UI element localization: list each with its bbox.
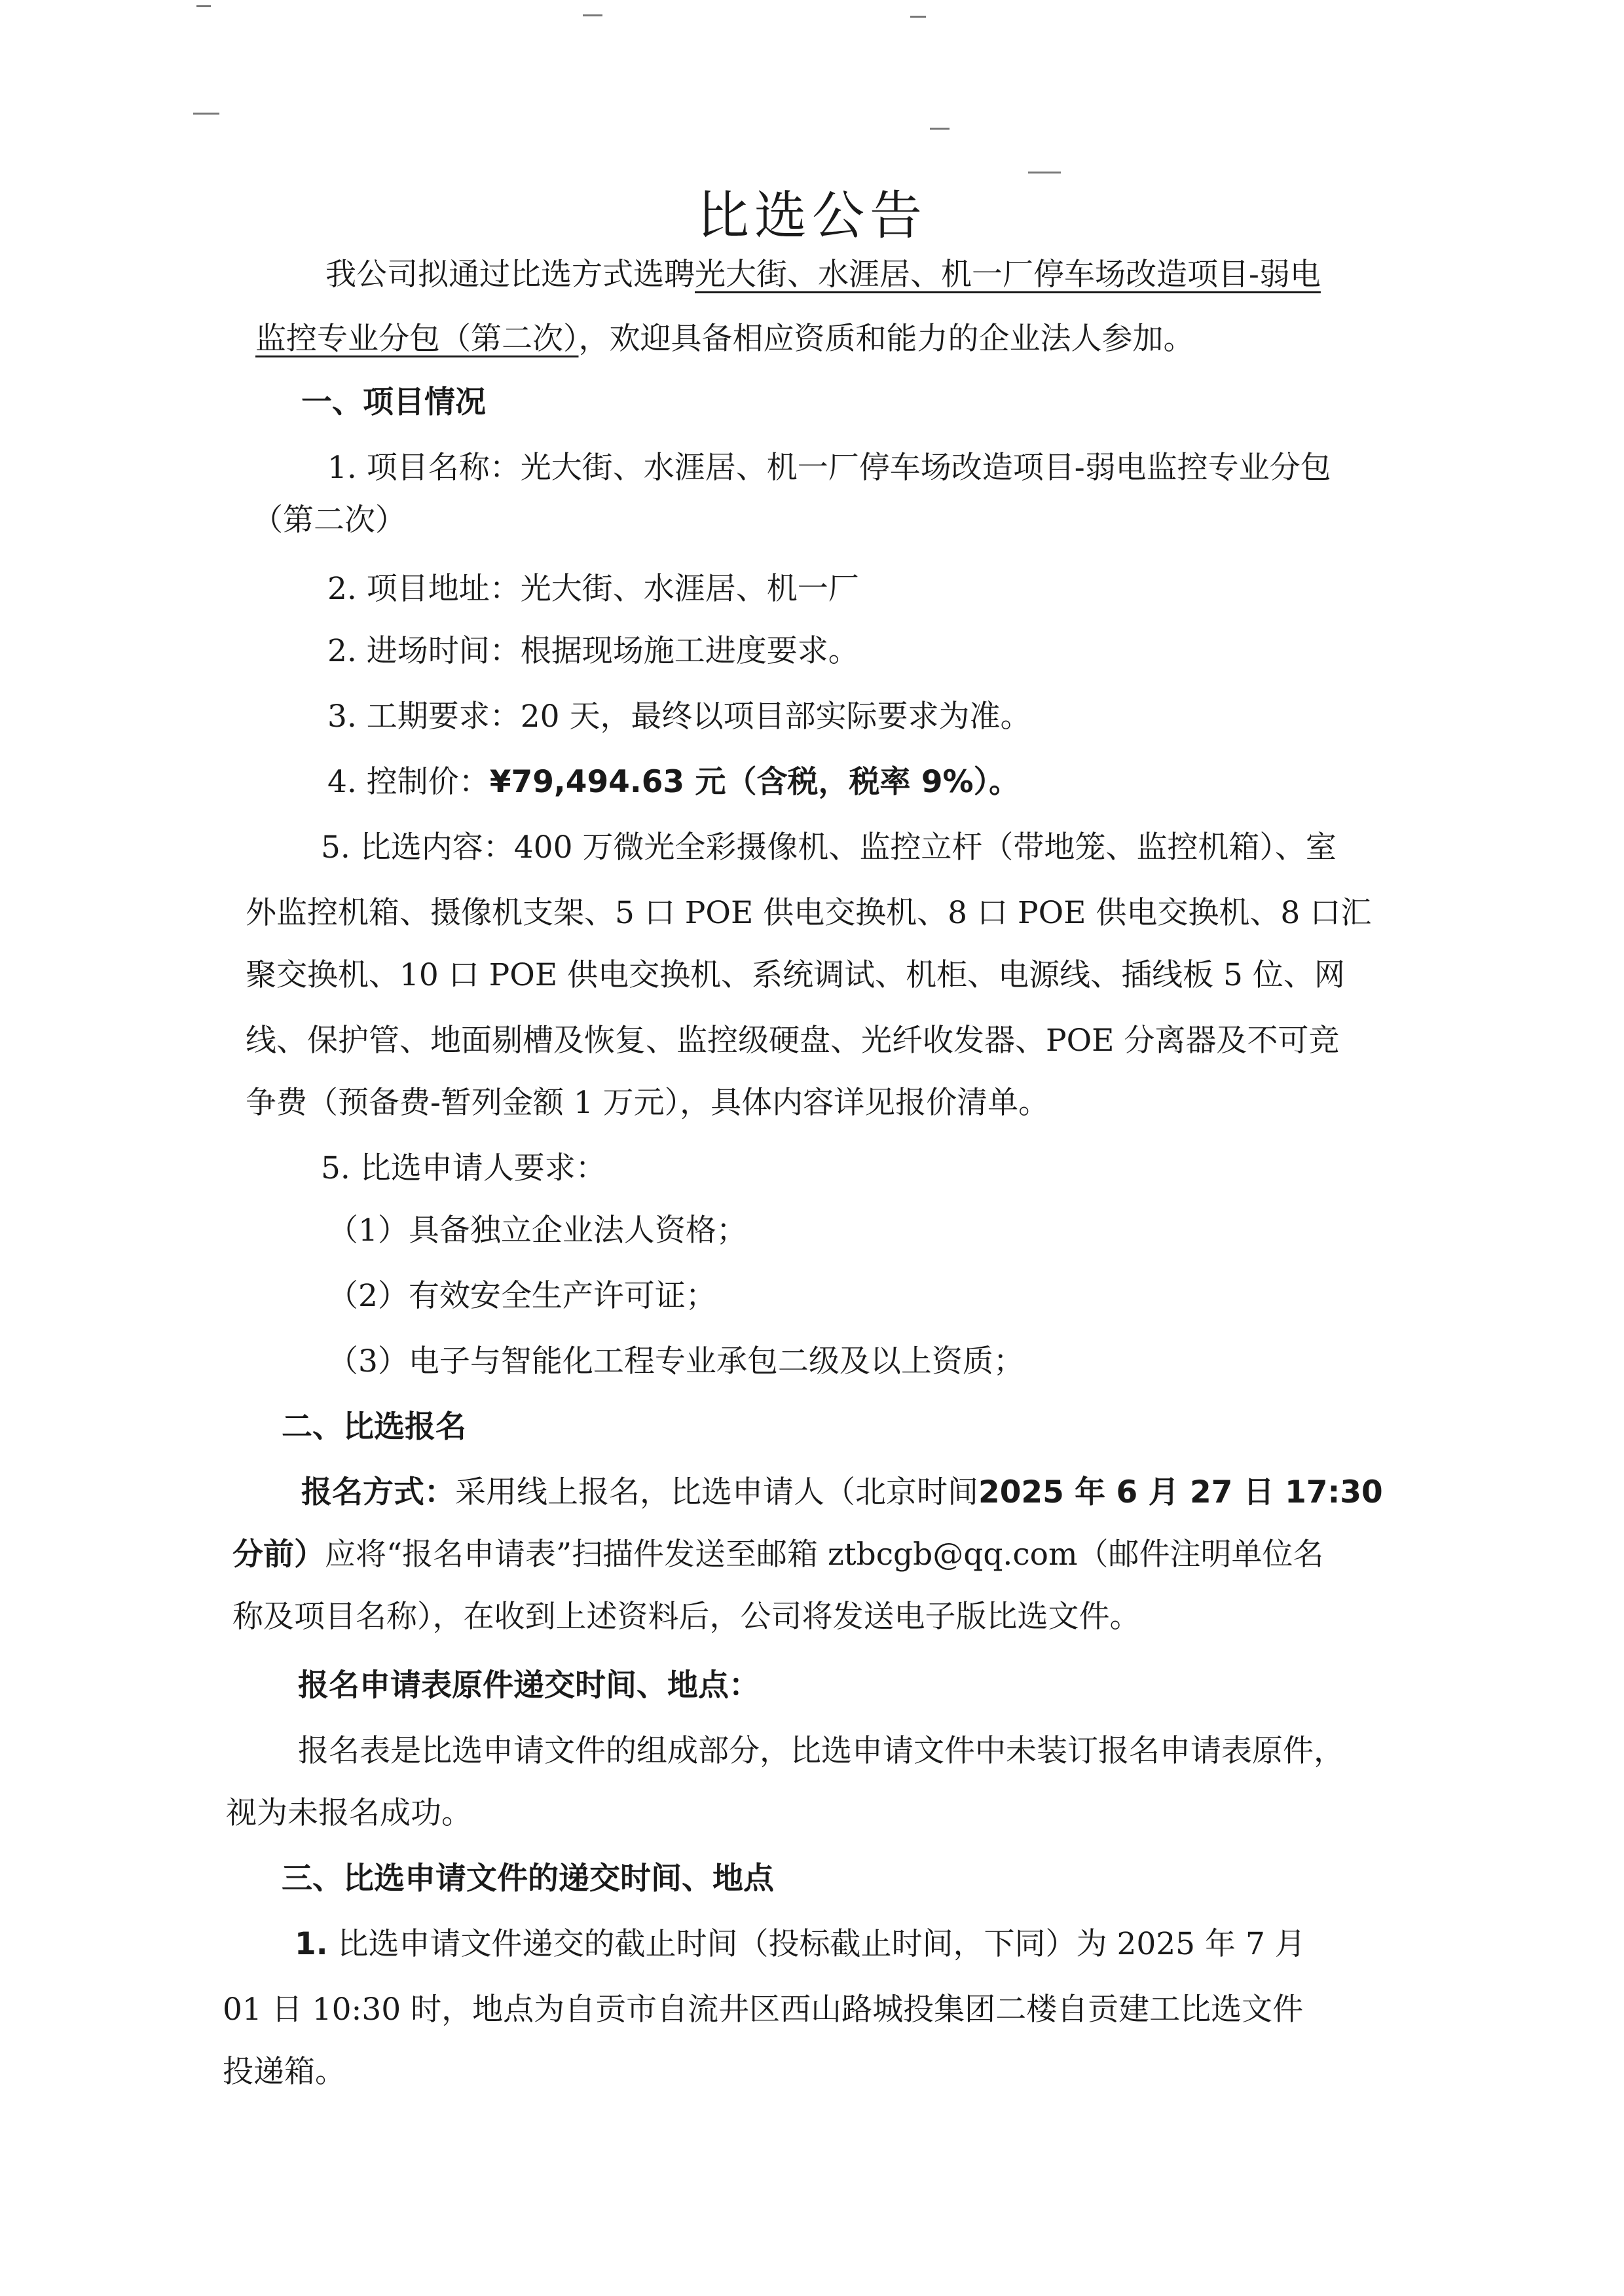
- section-heading-3: 三、比选申请文件的递交时间、地点: [282, 1861, 774, 1897]
- project-name-line-2: （第二次）: [252, 502, 406, 538]
- control-price-value: ¥79,494.63 元（含税，税率 9%）。: [489, 764, 1020, 800]
- submission-deadline-text: 比选申请文件递交的截止时间（投标截止时间，下同）为 2025 年 7 月: [337, 1926, 1306, 1962]
- control-price-label: 4. 控制价：: [327, 764, 490, 800]
- scan-speck: [930, 128, 950, 130]
- registration-method-line-3: 称及项目名称），在收到上述资料后，公司将发送电子版比选文件。: [232, 1599, 1141, 1635]
- content-line-4: 线、保护管、地面剔槽及恢复、监控级硬盘、光纤收发器、POE 分离器及不可竞: [246, 1023, 1340, 1059]
- content-line-1: 5. 比选内容：400 万微光全彩摄像机、监控立杆（带地笼、监控机箱）、室: [321, 829, 1337, 866]
- project-address: 2. 项目地址：光大街、水涯居、机一厂: [327, 571, 859, 607]
- requirement-2: （2）有效安全生产许可证；: [327, 1278, 716, 1314]
- registration-method-line-2: [232, 1535, 1324, 1575]
- original-form-line-1: 报名表是比选申请文件的组成部分，比选申请文件中未装订报名申请表原件，: [298, 1733, 1344, 1769]
- intro-line-1: [325, 255, 1321, 295]
- original-form-line-2: 视为未报名成功。: [226, 1795, 472, 1831]
- scan-speck: [910, 16, 926, 18]
- submission-line-3: 投递箱。: [223, 2054, 346, 2090]
- section-heading-2: 二、比选报名: [282, 1409, 466, 1445]
- work-period: 3. 工期要求：20 天，最终以项目部实际要求为准。: [327, 699, 1031, 735]
- registration-deadline-cont: 分前）: [232, 1537, 325, 1573]
- submission-line-1: [295, 1925, 1306, 1964]
- project-title-underlined: 光大街、水涯居、机一厂停车场改造项目-弱电: [695, 257, 1321, 293]
- project-title-underlined-cont: 监控专业分包（第二次）: [255, 321, 579, 357]
- control-price: [327, 763, 1020, 802]
- registration-deadline: 2025 年 6 月 27 日 17:30: [978, 1474, 1383, 1510]
- submission-number: 1.: [295, 1926, 328, 1962]
- entry-time: 2. 进场时间：根据现场施工进度要求。: [327, 633, 859, 669]
- original-form-heading: 报名申请表原件递交时间、地点：: [298, 1667, 760, 1704]
- scan-speck: [196, 5, 211, 7]
- intro-tail: ，欢迎具备相应资质和能力的企业法人参加。: [578, 321, 1194, 357]
- section-heading-1: 一、项目情况: [301, 384, 486, 420]
- scan-speck: [583, 14, 602, 16]
- registration-method-text: 采用线上报名，比选申请人（北京时间: [455, 1474, 978, 1510]
- content-line-5: 争费（预备费-暂列金额 1 万元），具体内容详见报价清单。: [246, 1085, 1050, 1121]
- intro-lead: 我公司拟通过比选方式选聘: [325, 257, 695, 293]
- project-name-line-1: 1. 项目名称：光大街、水涯居、机一厂停车场改造项目-弱电监控专业分包: [327, 450, 1331, 486]
- scan-speck: [1028, 172, 1061, 173]
- registration-method-label: 报名方式：: [301, 1474, 455, 1510]
- requirement-3: （3）电子与智能化工程专业承包二级及以上资质；: [327, 1343, 1024, 1379]
- scan-speck: [193, 113, 219, 115]
- requirement-1: （1）具备独立企业法人资格；: [327, 1212, 747, 1248]
- page-title: 比选公告: [697, 185, 927, 246]
- content-line-2: 外监控机箱、摄像机支架、5 口 POE 供电交换机、8 口 POE 供电交换机、8 口汇: [246, 895, 1372, 931]
- submission-line-2: 01 日 10:30 时，地点为自贡市自流井区西山路城投集团二楼自贡建工比选文件: [223, 1992, 1304, 2028]
- registration-method-line-1: [301, 1473, 1383, 1512]
- content-line-3: 聚交换机、10 口 POE 供电交换机、系统调试、机柜、电源线、插线板 5 位、网: [246, 957, 1345, 993]
- registration-email-text: 应将“报名申请表”扫描件发送至邮箱 ztbcgb@qq.com（邮件注明单位名: [325, 1537, 1324, 1573]
- intro-line-2: [255, 319, 1194, 359]
- applicant-requirements-heading: 5. 比选申请人要求：: [321, 1150, 606, 1186]
